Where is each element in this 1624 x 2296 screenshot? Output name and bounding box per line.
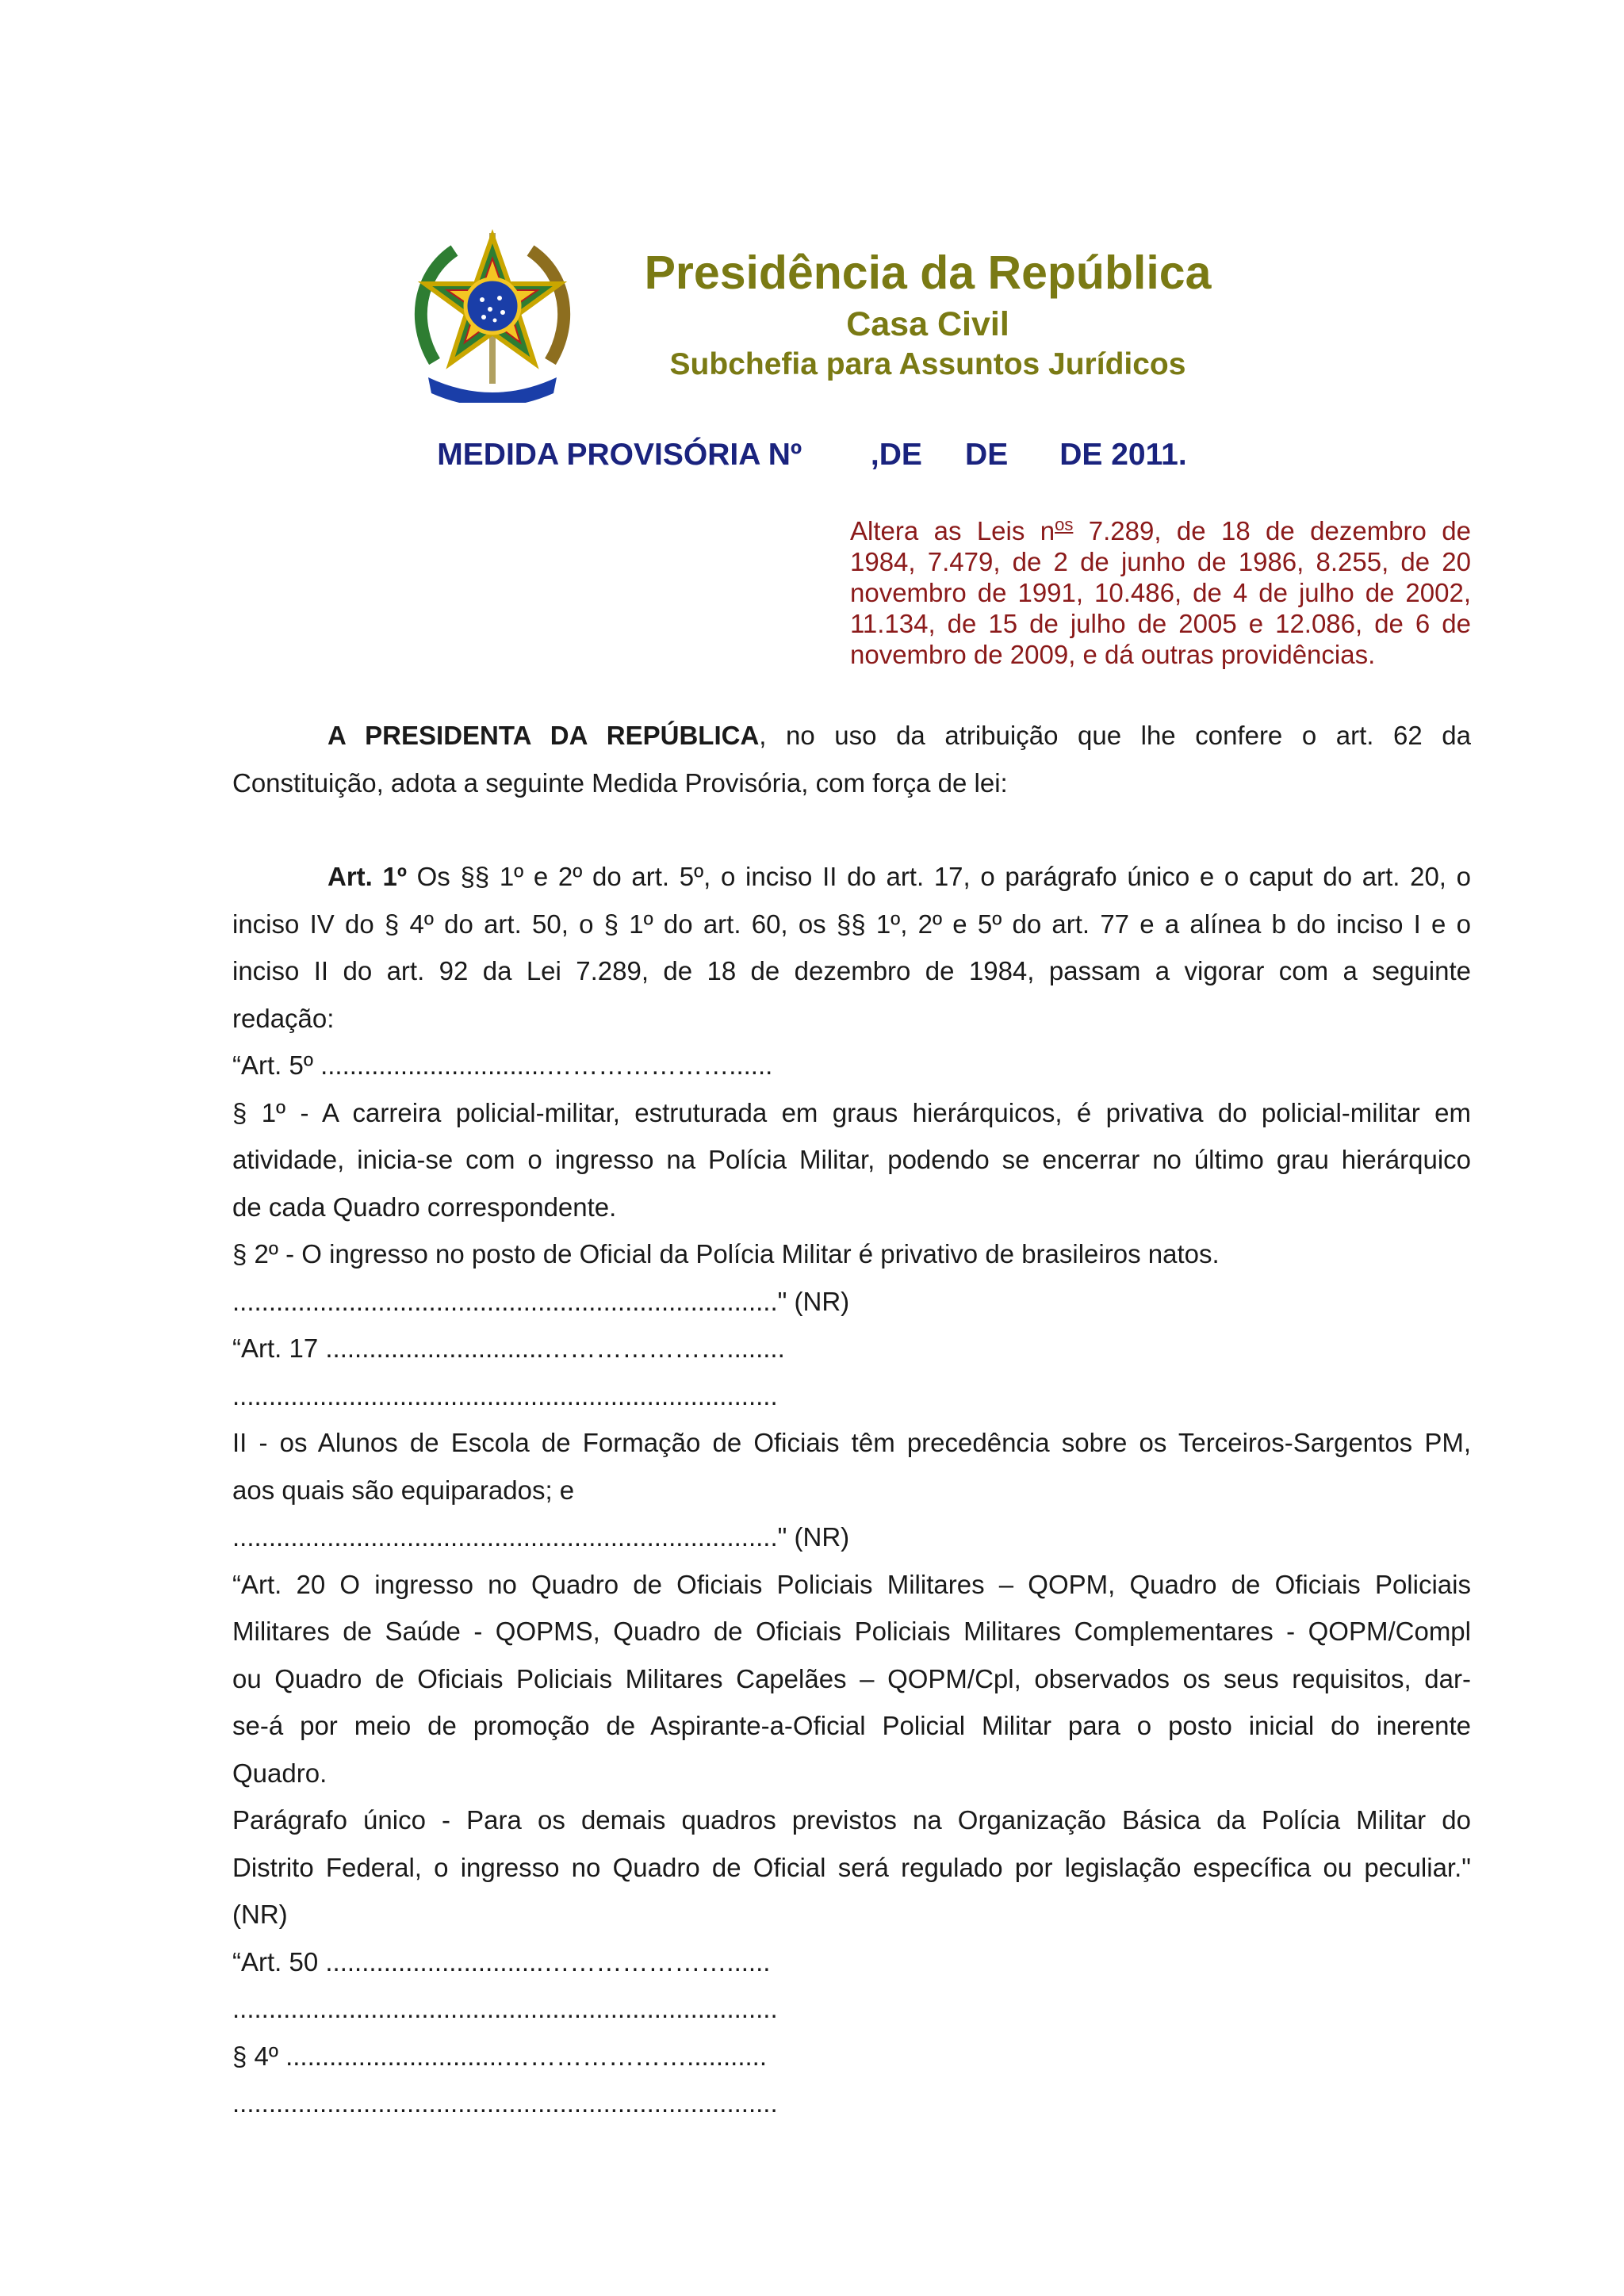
art1-line-1: Art. 1º Os §§ 1º e 2º do art. 5º, o inciso II do art. 17, o parágrafo único e o caput do art. 20, o	[327, 862, 1472, 891]
art20-line-4: se-á por meio de promoção de Aspirante-a-Oficial Policial Militar para o posto inicial do inerente	[232, 1711, 1471, 1740]
art20-pu-line-2: Distrito Federal, o ingresso no Quadro de Oficial será regulado por legislação específica ou peculiar."	[232, 1852, 1471, 1882]
art50-dots-1: ...........................................................................	[232, 1994, 778, 2023]
ementa-line-1: Altera as Leis $n^{os}$ 7.289, de 18 de dezembro de	[850, 515, 1471, 545]
art20-line-5: Quadro.	[232, 1758, 327, 1788]
document-title: MEDIDA PROVISÓRIA Nº ,DE DE DE 2011.	[437, 438, 1187, 472]
header-casa-civil: Casa Civil	[846, 305, 1009, 343]
art20-pu-line-3: (NR)	[232, 1900, 288, 1929]
art5-end: ..........................................................................." (NR)	[232, 1286, 850, 1316]
art1-line-3: inciso II do art. 92 da Lei 7.289, de 18 de dezembro de 1984, passam a vigorar com a seguinte	[232, 956, 1471, 985]
header-subchefia: Subchefia para Assuntos Jurídicos	[669, 347, 1186, 381]
art20-line-3: ou Quadro de Oficiais Policiais Militares Capelães – QOPM/Cpl, observados os seus requisitos, dar-	[232, 1663, 1471, 1693]
art20-line-2: Militares de Saúde - QOPMS, Quadro de Oficiais Policiais Militares Complementares - QOPM/Compl	[232, 1617, 1471, 1646]
art5-p2: § 2º - O ingresso no posto de Oficial da Polícia Militar é privativo de brasileiros natos.	[232, 1239, 1220, 1269]
art5-head: “Art. 5º ...............................…………………......	[232, 1050, 773, 1080]
art5-p1-line-1: § 1º - A carreira policial-militar, estruturada em graus hierárquicos, é privativa do policial-militar em	[232, 1097, 1471, 1127]
preamble-line-2: Constituição, adota a seguinte Medida Provisória, com força de lei:	[232, 767, 1008, 798]
art17-ii-line-2: aos quais são equiparados; e	[232, 1475, 575, 1505]
ementa-line-5: novembro de 2009, e dá outras providências.	[850, 640, 1376, 669]
art20-line-1: “Art. 20 O ingresso no Quadro de Oficiais Policiais Militares – QOPM, Quadro de Oficiais Policiais	[232, 1569, 1471, 1599]
ementa-line-3: novembro de 1991, 10.486, de 4 de julho de 2002,	[850, 578, 1471, 607]
art50-dots-2: ...........................................................................	[232, 2088, 778, 2118]
art20-pu-line-1: Parágrafo único - Para os demais quadros previstos na Organização Básica da Polícia Militar do	[232, 1805, 1471, 1835]
header-presidencia: Presidência da República	[644, 247, 1212, 299]
ementa-line-2: 1984, 7.479, de 2 de junho de 1986, 8.255, de 20	[850, 547, 1471, 576]
preamble-line-1: A PRESIDENTA DA REPÚBLICA, no uso da atribuição que lhe confere o art. 62 da	[327, 721, 1472, 750]
art17-head: “Art. 17 ..............................…………………........	[232, 1334, 785, 1363]
art1-line-2: inciso IV do § 4º do art. 50, o § 1º do art. 60, os §§ 1º, 2º e 5º do art. 77 e a alínea b do inciso I e o	[232, 909, 1471, 939]
art50-p4: § 4º ..............................…………………...........	[232, 2041, 768, 2071]
ementa	[850, 509, 1471, 670]
art5-p1-line-2: atividade, inicia-se com o ingresso na Polícia Militar, podendo se encerrar no último grau hierárquico	[232, 1145, 1471, 1174]
art1-line-4: redação:	[232, 1003, 335, 1033]
document-body	[232, 712, 1471, 2127]
art50-head: “Art. 50 ..............................…………………......	[232, 1946, 771, 1976]
ementa-line-4: 11.134, de 15 de julho de 2005 e 12.086, de 6 de	[850, 609, 1471, 638]
art17-dots: ...........................................................................	[232, 1380, 778, 1410]
art17-ii-line-1: II - os Alunos de Escola de Formação de Oficiais têm precedência sobre os Terceiros-Sargentos PM,	[232, 1428, 1471, 1457]
art17-end: ..........................................................................." (NR)	[232, 1522, 850, 1552]
art5-p1-line-3: de cada Quadro correspondente.	[232, 1192, 617, 1222]
brazil-coat-of-arms-icon	[411, 227, 574, 403]
